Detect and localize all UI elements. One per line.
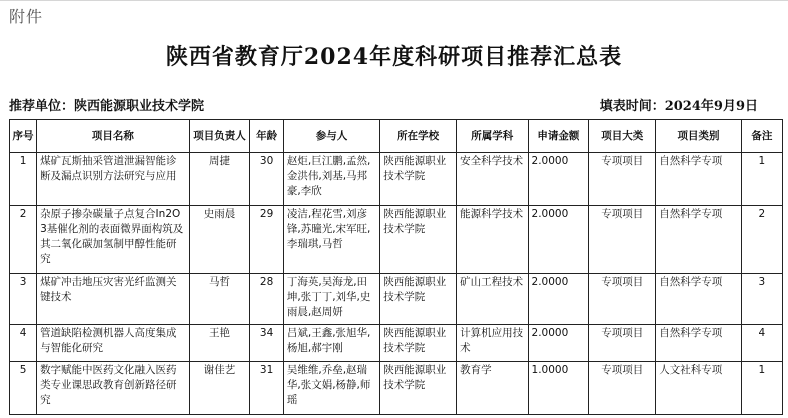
cell-note: 4 xyxy=(741,325,782,362)
cell-category: 专项项目 xyxy=(589,153,656,206)
cell-participants: 凌洁,程花雪,刘彦锋,苏曈光,宋军旺,李瑞琪,马哲 xyxy=(283,206,379,274)
cell-category: 专项项目 xyxy=(589,274,656,325)
cell-note: 1 xyxy=(741,153,782,206)
table-header-row xyxy=(10,120,783,153)
column-header-category: 项目大类 xyxy=(589,120,656,153)
cell-amount: 2.0000 xyxy=(528,153,589,206)
cell-leader: 周捷 xyxy=(189,153,250,206)
cell-participants: 赵炬,巨江鹏,孟然,金洪伟,刘基,马邦豪,李欣 xyxy=(283,153,379,206)
cell-seq: 2 xyxy=(10,206,37,274)
cell-participants: 吕斌,王鑫,张旭华,杨旭,郝宇刚 xyxy=(283,325,379,362)
cell-category: 专项项目 xyxy=(589,325,656,362)
cell-leader: 马哲 xyxy=(189,274,250,325)
cell-amount: 2.0000 xyxy=(528,206,589,274)
column-header-participants: 参与人 xyxy=(283,120,379,153)
cell-amount: 2.0000 xyxy=(528,274,589,325)
cell-school: 陕西能源职业技术学院 xyxy=(380,362,457,415)
column-header-type: 项目类别 xyxy=(656,120,742,153)
column-header-discipline: 所属学科 xyxy=(457,120,528,153)
document-title: 陕西省教育厅2024年度科研项目推荐汇总表 xyxy=(165,44,623,70)
cell-school: 陕西能源职业技术学院 xyxy=(380,274,457,325)
column-header-school: 所在学校 xyxy=(380,120,457,153)
table-row xyxy=(10,274,783,325)
cell-amount: 1.0000 xyxy=(528,362,589,415)
cell-type: 自然科学专项 xyxy=(656,274,742,325)
cell-seq: 5 xyxy=(10,362,37,415)
cell-participants: 吴维维,乔垒,赵瑞华,张文娟,杨静,师瑶 xyxy=(283,362,379,415)
cell-type: 自然科学专项 xyxy=(656,153,742,206)
cell-school: 陕西能源职业技术学院 xyxy=(380,153,457,206)
cell-discipline: 矿山工程技术 xyxy=(457,274,528,325)
project-summary-table xyxy=(9,119,783,415)
cell-school: 陕西能源职业技术学院 xyxy=(380,325,457,362)
cell-age: 29 xyxy=(250,206,284,274)
table-row xyxy=(10,362,783,415)
column-header-note: 备注 xyxy=(741,120,782,153)
cell-discipline: 安全科学技术 xyxy=(457,153,528,206)
recommending-unit: 推荐单位：陕西能源职业技术学院 xyxy=(9,99,205,114)
cell-project-name: 煤矿冲击地压灾害光纤监测关键技术 xyxy=(37,274,190,325)
cell-category: 专项项目 xyxy=(589,206,656,274)
cell-project-name: 数字赋能中医药文化融入医药类专业课思政教育创新路径研究 xyxy=(37,362,190,415)
cell-discipline: 教育学 xyxy=(457,362,528,415)
table-row xyxy=(10,206,783,274)
cell-school: 陕西能源职业技术学院 xyxy=(380,206,457,274)
cell-type: 自然科学专项 xyxy=(656,206,742,274)
cell-type: 自然科学专项 xyxy=(656,325,742,362)
cell-project-name: 煤矿瓦斯抽采管道泄漏智能诊断及漏点识别方法研究与应用 xyxy=(37,153,190,206)
cell-discipline: 能源科学技术 xyxy=(457,206,528,274)
cell-project-name: 管道缺陷检测机器人高度集成与智能化研究 xyxy=(37,325,190,362)
cell-leader: 谢佳艺 xyxy=(189,362,250,415)
cell-note: 3 xyxy=(741,274,782,325)
table-row xyxy=(10,153,783,206)
cell-seq: 1 xyxy=(10,153,37,206)
cell-age: 28 xyxy=(250,274,284,325)
column-header-leader: 项目负责人 xyxy=(189,120,250,153)
cell-discipline: 计算机应用技术 xyxy=(457,325,528,362)
cell-type: 人文社科专项 xyxy=(656,362,742,415)
cell-amount: 2.0000 xyxy=(528,325,589,362)
cell-leader: 王艳 xyxy=(189,325,250,362)
column-header-name: 项目名称 xyxy=(37,120,190,153)
cell-category: 专项项目 xyxy=(589,362,656,415)
cell-age: 31 xyxy=(250,362,284,415)
cell-participants: 丁海英,吴海龙,田坤,张丁丁,刘华,史雨晨,赵周妍 xyxy=(283,274,379,325)
cell-project-name: 杂原子掺杂碳量子点复合In2O3基催化剂的表面微界面构筑及其二氧化碳加氢制甲醇性能研究 xyxy=(37,206,190,274)
cell-seq: 3 xyxy=(10,274,37,325)
column-header-amount: 申请金额 xyxy=(528,120,589,153)
column-header-seq: 序号 xyxy=(10,120,37,153)
column-header-age: 年龄 xyxy=(250,120,284,153)
cell-note: 2 xyxy=(741,206,782,274)
cell-note: 1 xyxy=(741,362,782,415)
cell-age: 30 xyxy=(250,153,284,206)
attachment-label: 附件 xyxy=(9,7,44,26)
fill-date: 填表时间：2024年9月9日 xyxy=(599,99,758,114)
cell-seq: 4 xyxy=(10,325,37,362)
cell-age: 34 xyxy=(250,325,284,362)
cell-leader: 史雨晨 xyxy=(189,206,250,274)
table-row xyxy=(10,325,783,362)
